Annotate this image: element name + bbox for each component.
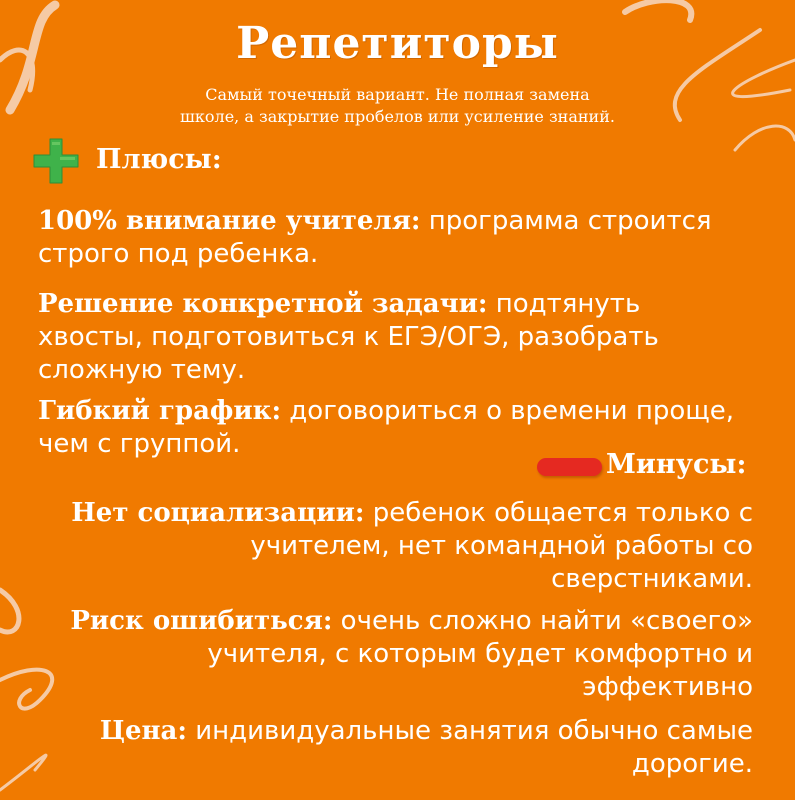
pros-item-label: 100% внимание учителя: xyxy=(38,206,421,236)
pros-item-label: Гибкий график: xyxy=(38,396,282,426)
cons-item-label: Риск ошибиться: xyxy=(70,606,333,636)
cons-item-line: эффективно xyxy=(582,672,753,702)
pros-item-line: чем с группой. xyxy=(38,429,241,459)
cons-item-line xyxy=(8,605,753,638)
pros-item-line: строго под ребенка. xyxy=(38,239,319,269)
pros-item-text: подтянуть xyxy=(487,289,641,319)
cons-item xyxy=(8,497,753,596)
pros-item-line: хвосты, подготовиться к ЕГЭ/ОГЭ, разобрать xyxy=(38,322,659,352)
pros-item xyxy=(38,288,788,387)
pros-item-line: сложную тему. xyxy=(38,355,246,385)
subtitle-line: Самый точечный вариант. Не полная замена xyxy=(205,85,590,104)
cons-item-line xyxy=(8,497,753,530)
cons-item xyxy=(8,715,753,781)
pros-heading: Плюсы: xyxy=(96,144,222,175)
cons-item-text: ребенок общается только с xyxy=(364,498,753,528)
cons-item-line: дорогие. xyxy=(631,749,753,779)
cons-item-text: очень сложно найти «своего» xyxy=(332,606,753,636)
pros-item-label: Решение конкретной задачи: xyxy=(38,289,488,319)
minus-icon xyxy=(537,458,602,476)
pros-item-text: договориться о времени проще, xyxy=(281,396,734,426)
pros-item xyxy=(38,205,788,271)
cons-heading: Минусы: xyxy=(606,449,747,480)
cons-item-label: Нет социализации: xyxy=(71,498,365,528)
pros-item-line xyxy=(38,205,788,238)
pros-item-line xyxy=(38,288,788,321)
cons-item-text: индивидуальные занятия обычно самые xyxy=(187,716,753,746)
pros-item-line xyxy=(38,395,788,428)
cons-item-line: сверстниками. xyxy=(551,564,753,594)
cons-item-line xyxy=(8,715,753,748)
page-title: Репетиторы xyxy=(236,18,559,69)
cons-item xyxy=(8,605,753,704)
subtitle-line: школе, а закрытие пробелов или усиление знаний. xyxy=(180,107,615,126)
cons-item-line: учителем, нет командной работы со xyxy=(250,531,753,561)
plus-icon xyxy=(32,137,80,185)
page-subtitle xyxy=(100,84,695,128)
pros-item-text: программа строится xyxy=(420,206,712,236)
cons-item-line: учителя, с которым будет комфортно и xyxy=(207,639,753,669)
cons-item-label: Цена: xyxy=(99,716,187,746)
